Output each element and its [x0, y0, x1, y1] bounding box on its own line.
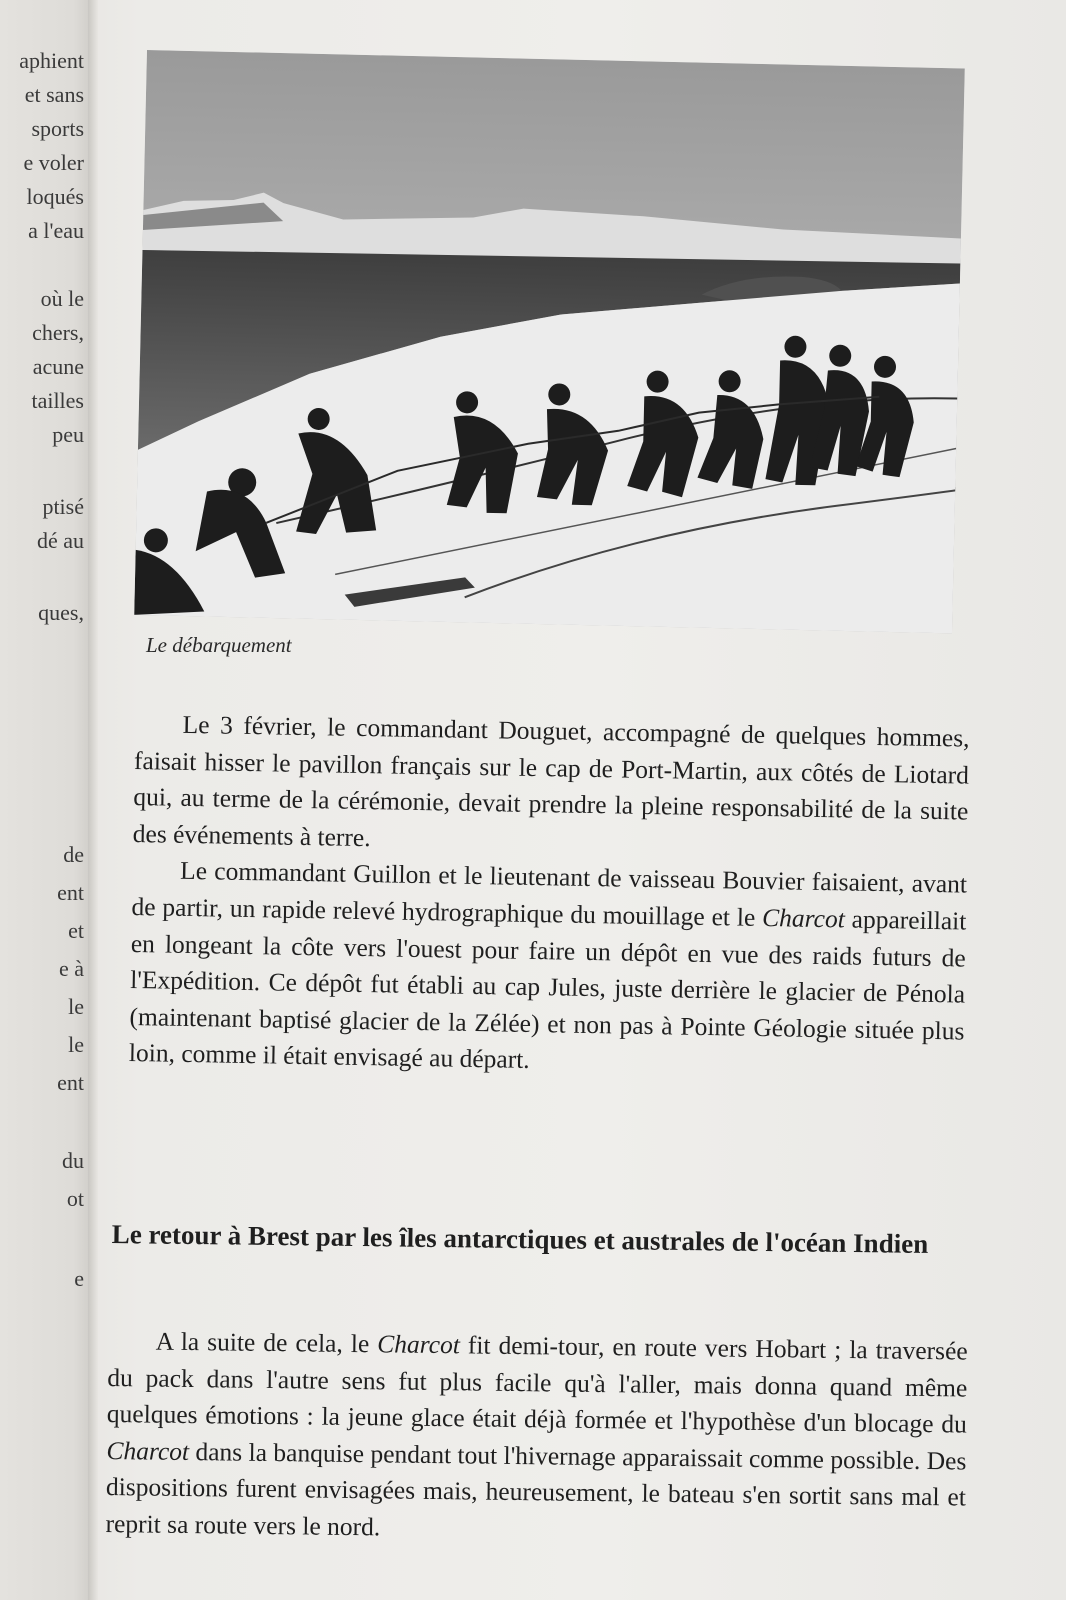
- paragraph-retour-text-3: dans la banquise pendant tout l'hivernage apparaissait comme possible. Des dispositions furent envisagées mais, heureusement, le bateau s'en sortit sans mal et reprit sa route vers le nord.: [105, 1436, 967, 1542]
- ship-name-charcot: Charcot: [761, 902, 846, 934]
- facing-page-line: sports: [31, 116, 84, 141]
- facing-page-line: tailles: [31, 388, 84, 413]
- facing-page-line: le: [68, 1032, 84, 1057]
- facing-page-line: a l'eau: [28, 218, 84, 243]
- facing-page-line: ent: [57, 1070, 84, 1095]
- facing-page-line: ent: [57, 880, 84, 905]
- facing-page-line: ques,: [38, 600, 84, 625]
- photo-le-debarquement: [134, 50, 965, 633]
- paragraph-depot: [129, 852, 968, 1086]
- ship-name-charcot: Charcot: [106, 1435, 190, 1466]
- facing-page-line: et: [68, 918, 84, 943]
- facing-page-line: du: [62, 1148, 84, 1173]
- ship-name-charcot: Charcot: [377, 1329, 461, 1360]
- section-heading: Le retour à Brest par les îles antarctiques et australes de l'océan Indien: [111, 1218, 929, 1259]
- facing-page-line: où le: [40, 286, 84, 311]
- facing-page-line: ot: [66, 1186, 84, 1211]
- paragraph-depot-text-2: appareillait en longeant la côte vers l'ouest pour faire un dépôt en vue des raids futurs de l'Expédition. Ce dépôt fut établi au cap Jules, juste derrière le glacier de Pénola (maintenant baptisé glacier de la Zélée) et non pas à Pointe Géologie située plus loin, comme il était envisagé au départ.: [128, 904, 967, 1075]
- paragraph-retour: [105, 1323, 968, 1553]
- paragraph-retour-text-2: fit demi-tour, en route vers Hobart ; la traversée du pack dans l'autre sens fut plus facile qu'à l'aller, mais donna quand même quelques émotions : la jeune glace était déjà formée et l'hypothèse d'un blocage du: [106, 1330, 968, 1439]
- paragraph-depot-text-1: Le commandant Guillon et le lieutenant de vaisseau Bouvier faisaient, avant de partir, un rapide relevé hydrographique du mouillage et le: [131, 856, 968, 932]
- expedition-photo-image: [134, 50, 965, 633]
- photo-caption: Le débarquement: [146, 633, 292, 657]
- facing-page-line: e voler: [23, 150, 84, 175]
- facing-page-line: acune: [32, 354, 84, 379]
- facing-page-line: e à: [58, 956, 84, 981]
- facing-page-line: ptisé: [42, 494, 84, 519]
- facing-page-line: le: [68, 994, 84, 1019]
- facing-page-line: chers,: [32, 320, 84, 345]
- body-text-section-1: [129, 706, 970, 1086]
- facing-page-line: et sans: [24, 82, 84, 107]
- facing-page-line: de: [63, 842, 84, 867]
- facing-page-line: dé au: [36, 528, 84, 553]
- paragraph-pavillon: Le 3 février, le commandant Douguet, accompagné de quelques hommes, faisait hisser le pavillon français sur le cap de Port-Martin, aux côtés de Liotard qui, au terme de la cérémonie, devait prendre la pleine responsabilité de la suite des événements à terre.: [132, 709, 970, 852]
- facing-page-line: loqués: [26, 184, 84, 209]
- facing-page-line: peu: [52, 422, 84, 447]
- facing-page-line: e: [74, 1266, 84, 1291]
- body-text-section-2: [105, 1323, 968, 1553]
- facing-page-line: aphient: [19, 48, 84, 73]
- facing-page: [0, 0, 92, 1600]
- book-gutter: [88, 0, 98, 1600]
- paragraph-retour-text-1: A la suite de cela, le: [155, 1326, 378, 1359]
